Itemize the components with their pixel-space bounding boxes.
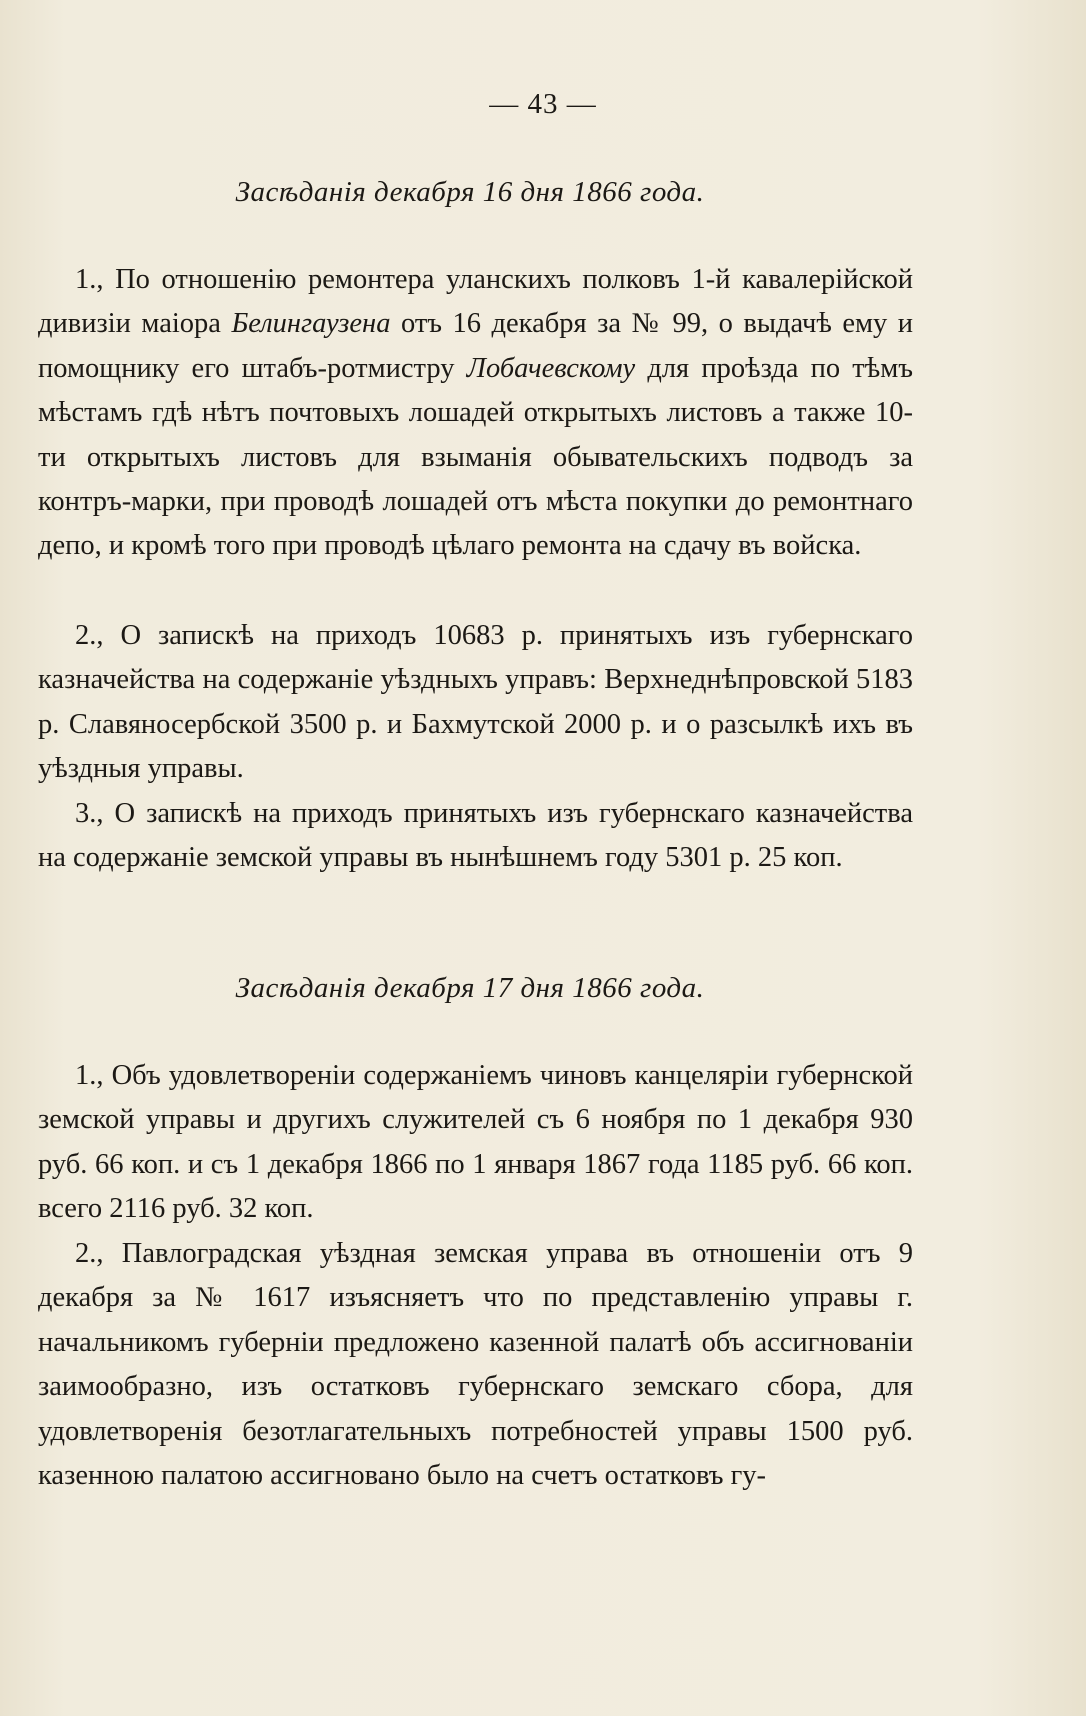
paragraph-text: для проѣзда по тѣмъ мѣстамъ гдѣ нѣтъ почтовыхъ лошадей открытыхъ листовъ а также 10-ти открытыхъ листовъ для взыманія обывательскихъ подводъ за контръ-марки, при проводѣ лошадей отъ мѣста покупки до ремонтнаго депо, и кромѣ того при проводѣ цѣлаго ремонта на сдачу въ войска. xyxy=(38,352,913,562)
paragraph-text: отъ 16 декабря за № 99, о выдачѣ ему и помощнику его штабъ-ротмистру xyxy=(38,308,913,384)
session-heading-1: Засѣданія декабря 16 дня 1866 года. xyxy=(235,176,705,208)
paragraph-session2-item2: 2., Павлоградская уѣздная земская управа въ отношеніи отъ 9 декабря за № 1617 изъясняетъ что по представленію управы г. начальникомъ губерніи предложено казенной палатѣ объ ассигнованіи заимообразно, изъ остатковъ губернскаго земскаго сбора, для удовлетворенія безотлагательныхъ потребностей управы 1500 руб. казенною палатою ассигновано было на счетъ остатковъ гу- xyxy=(38,1238,913,1492)
paragraph-session1-item3: 3., О запискѣ на приходъ принятыхъ изъ губернскаго казначейства на содержаніе земской управы въ нынѣшнемъ году 5301 р. 25 коп. xyxy=(38,798,913,874)
page-number: — 43 — xyxy=(489,88,597,120)
paragraph-session1-item1 xyxy=(38,258,913,569)
person-name-belingausen: Белингаузена xyxy=(231,308,391,340)
person-name-lobachevsky: Лобачевскому xyxy=(466,352,636,384)
paragraph-session2-item1: 1., Объ удовлетвореніи содержаніемъ чиновъ канцеляріи губернской земской управы и другихъ служителей съ 6 ноября по 1 декабря 930 руб. 66 коп. и съ 1 декабря 1866 по 1 января 1867 года 1185 руб. 66 коп. всего 2116 руб. 32 коп. xyxy=(38,1060,913,1225)
paragraph-session1-item2: 2., О запискѣ на приходъ 10683 р. принятыхъ изъ губернскаго казначейства на содержаніе уѣздныхъ управъ: Верхнеднѣпровской 5183 р. Славяносербской 3500 р. и Бахмутской 2000 р. и о разсылкѣ ихъ въ уѣздныя управы. xyxy=(38,620,913,785)
session-heading-2: Засѣданія декабря 17 дня 1866 года. xyxy=(235,972,705,1004)
paragraph-text: 1., По отношенію ремонтера уланскихъ полковъ 1-й кавалерійской дивизіи маіора xyxy=(38,264,913,340)
